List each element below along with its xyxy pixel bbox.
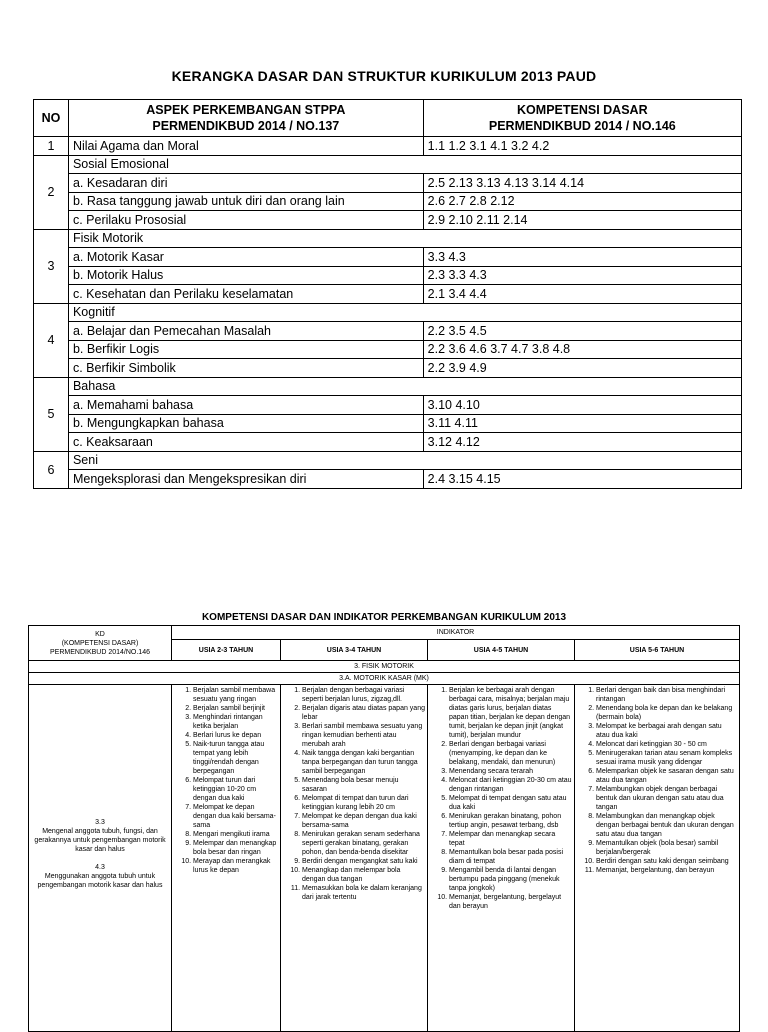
table-row xyxy=(34,451,742,470)
row-no: 5 xyxy=(34,377,69,451)
list-item: 7. Melempar dan menangkap secara tepat xyxy=(449,830,572,848)
row-aspek: a. Belajar dan Pemecahan Masalah xyxy=(68,322,423,341)
header-age-2-3: USIA 2-3 TAHUN xyxy=(172,640,281,661)
table-row xyxy=(34,470,742,489)
list-item: 7. Melambungkan objek dengan berbagai bentuk dan ukuran dengan satu atau dua tangan xyxy=(596,785,737,812)
table-header-row xyxy=(29,626,740,640)
header-kd-line2: (KOMPETENSI DASAR) xyxy=(61,639,139,647)
list-item: 7. Melompat ke depan dengan dua kaki bersama-sama xyxy=(302,812,425,830)
header-kd xyxy=(423,100,741,137)
header-aspek xyxy=(68,100,423,137)
table-header-row xyxy=(34,100,742,137)
list-item: 4. Naik tangga dengan kaki bergantian tanpa berpegangan dan turun tangga sambil berpegangan xyxy=(302,749,425,776)
list-item: 1. Berjalan dengan berbagai variasi seperti berjalan lurus, zigzag,dll. xyxy=(302,686,425,704)
section-row xyxy=(29,661,740,673)
table-row xyxy=(34,229,742,248)
list-item: 2. Menendang bola ke depan dan ke belakang (bermain bola) xyxy=(596,704,737,722)
list-item: 1. Berjalan sambil membawa sesuatu yang ringan xyxy=(193,686,278,704)
list-item: 3. Menghindari rintangan ketika berjalan xyxy=(193,713,278,731)
indicator-table xyxy=(28,625,740,1032)
table-row xyxy=(34,266,742,285)
row-kd: 2.3 3.3 4.3 xyxy=(423,266,741,285)
row-aspek: Nilai Agama dan Moral xyxy=(68,137,423,156)
row-no: 2 xyxy=(34,155,69,229)
row-kd: 1.1 1.2 3.1 4.1 3.2 4.2 xyxy=(423,137,741,156)
header-aspek-line1: ASPEK PERKEMBANGAN STPPA xyxy=(146,103,346,117)
header-age-3-4: USIA 3-4 TAHUN xyxy=(281,640,428,661)
table-row xyxy=(34,359,742,378)
list-item: 8. Menirukan gerakan senam sederhana seperti gerakan binatang, gerakan pohon, dan benda-benda disekitar xyxy=(302,830,425,857)
list-item: 11. Memasukkan bola ke dalam keranjang dari jarak tertentu xyxy=(302,884,425,902)
row-aspek: a. Memahami bahasa xyxy=(68,396,423,415)
row-aspek: b. Motorik Halus xyxy=(68,266,423,285)
indicator-col-3-4 xyxy=(281,685,428,1032)
list-item: 8. Mengari mengikuti irama xyxy=(193,830,278,839)
subsection-heading: 3.A. MOTORIK KASAR (MK) xyxy=(29,673,740,685)
indicator-col-5-6 xyxy=(575,685,740,1032)
header-kd-line1: KD xyxy=(95,630,105,638)
list-item: 1. Berjalan ke berbagai arah dengan berbagai cara, misalnya; berjalan maju diatas garis lurus, berjalan diatas papan titian, berjalan ke depan dengan tumit, berjalan ke depan jinjit (angkat tumit), berjalan mundur xyxy=(449,686,572,740)
list-item: 9. Memantulkan objek (bola besar) sambil berjalan/bergerak xyxy=(596,839,737,857)
subsection-row xyxy=(29,673,740,685)
list-item: 6. Menirukan gerakan binatang, pohon tertiup angin, pesawat terbang, dsb xyxy=(449,812,572,830)
row-group: Sosial Emosional xyxy=(68,155,741,174)
header-no: NO xyxy=(34,100,69,137)
list-item: 6. Melemparkan objek ke sasaran dengan satu atau dua tangan xyxy=(596,767,737,785)
list-item: 8. Melambungkan dan menangkap objek dengan berbagai bentuk dan ukuran dengan satu atau dua tangan xyxy=(596,812,737,839)
list-item: 3. Menendang secara terarah xyxy=(449,767,572,776)
kd-33-text: Mengenal anggota tubuh, fungsi, dan gerakannya untuk pengembangan motorik kasar dan halus xyxy=(34,827,166,853)
row-kd: 3.12 4.12 xyxy=(423,433,741,452)
indicator-col-4-5 xyxy=(428,685,575,1032)
row-no: 1 xyxy=(34,137,69,156)
row-aspek: c. Berfikir Simbolik xyxy=(68,359,423,378)
row-kd: 2.6 2.7 2.8 2.12 xyxy=(423,192,741,211)
list-item: 9. Mengambil benda di lantai dengan bertumpu pada pinggang (menekuk tanpa jongkok) xyxy=(449,866,572,893)
list-item: 10. Merayap dan merangkak lurus ke depan xyxy=(193,857,278,875)
indicator-col-2-3 xyxy=(172,685,281,1032)
row-kd: 2.2 3.9 4.9 xyxy=(423,359,741,378)
row-aspek: c. Perilaku Prososial xyxy=(68,211,423,230)
row-no: 6 xyxy=(34,451,69,488)
table-row xyxy=(34,340,742,359)
list-item: 7. Melompat ke depan dengan dua kaki bersama-sama xyxy=(193,803,278,830)
row-group: Seni xyxy=(68,451,741,470)
list-item: 11. Memanjat, bergelantung, dan berayun xyxy=(596,866,737,875)
curriculum-structure-table xyxy=(33,99,742,489)
row-kd: 2.2 3.6 4.6 3.7 4.7 3.8 4.8 xyxy=(423,340,741,359)
header-aspek-line2: PERMENDIKBUD 2014 / NO.137 xyxy=(152,119,340,133)
kd-43-text: Menggunakan anggota tubuh untuk pengembangan motorik kasar dan halus xyxy=(37,872,163,889)
table-row xyxy=(34,303,742,322)
list-item: 5. Naik-turun tangga atau tempat yang lebih tinggi/rendah dengan berpegangan xyxy=(193,740,278,776)
header-indikator: INDIKATOR xyxy=(172,626,740,640)
list-item: 4. Meloncat dari ketinggian 20-30 cm atau dengan rintangan xyxy=(449,776,572,794)
list-item: 10. Berdiri dengan satu kaki dengan seimbang xyxy=(596,857,737,866)
list-item: 3. Melompat ke berbagai arah dengan satu atau dua kaki xyxy=(596,722,737,740)
list-item: 9. Berdiri dengan mengangkat satu kaki xyxy=(302,857,425,866)
table-row xyxy=(34,396,742,415)
row-kd: 2.2 3.5 4.5 xyxy=(423,322,741,341)
row-kd: 2.5 2.13 3.13 4.13 3.14 4.14 xyxy=(423,174,741,193)
list-item: 9. Melempar dan menangkap bola besar dan ringan xyxy=(193,839,278,857)
table-row xyxy=(34,322,742,341)
row-group: Kognitif xyxy=(68,303,741,322)
table-row xyxy=(34,414,742,433)
row-aspek: c. Kesehatan dan Perilaku keselamatan xyxy=(68,285,423,304)
section-title: KOMPETENSI DASAR DAN INDIKATOR PERKEMBANGAN KURIKULUM 2013 xyxy=(201,612,567,623)
row-kd: 2.9 2.10 2.11 2.14 xyxy=(423,211,741,230)
row-kd: 3.11 4.11 xyxy=(423,414,741,433)
header-age-5-6: USIA 5-6 TAHUN xyxy=(575,640,740,661)
row-aspek: c. Keaksaraan xyxy=(68,433,423,452)
list-item: 6. Melompat turun dari ketinggian 10-20 cm dengan dua kaki xyxy=(193,776,278,803)
header-kd-line2: PERMENDIKBUD 2014 / NO.146 xyxy=(488,119,676,133)
row-aspek: a. Kesadaran diri xyxy=(68,174,423,193)
list-item: 8. Memantulkan bola besar pada posisi diam di tempat xyxy=(449,848,572,866)
row-group: Bahasa xyxy=(68,377,741,396)
row-group: Fisik Motorik xyxy=(68,229,741,248)
kd-cell xyxy=(29,685,172,1032)
table-row xyxy=(29,685,740,1032)
row-kd: 3.3 4.3 xyxy=(423,248,741,267)
row-aspek: a. Motorik Kasar xyxy=(68,248,423,267)
table-row xyxy=(34,155,742,174)
list-item: 2. Berlari dengan berbagai variasi (menyamping, ke depan dan ke belakang, mendaki, dan menurun) xyxy=(449,740,572,767)
list-item: 10. Memanjat, bergelantung, bergelayut dan berayun xyxy=(449,893,572,911)
table-row xyxy=(34,174,742,193)
header-kd-cell xyxy=(29,626,172,661)
table-row xyxy=(34,192,742,211)
kd-33-num: 3.3 xyxy=(95,818,105,826)
list-item: 2. Berjalan digaris atau diatas papan yang lebar xyxy=(302,704,425,722)
list-item: 10. Menangkap dan melempar bola dengan dua tangan xyxy=(302,866,425,884)
list-item: 4. Berlari lurus ke depan xyxy=(193,731,278,740)
row-no: 3 xyxy=(34,229,69,303)
table-row xyxy=(34,433,742,452)
list-item: 3. Berlari sambil membawa sesuatu yang ringan kemudian berhenti atau merubah arah xyxy=(302,722,425,749)
table-row xyxy=(34,285,742,304)
row-no: 4 xyxy=(34,303,69,377)
row-aspek: Mengeksplorasi dan Mengekspresikan diri xyxy=(68,470,423,489)
row-aspek: b. Rasa tanggung jawab untuk diri dan orang lain xyxy=(68,192,423,211)
kd-43-num: 4.3 xyxy=(95,863,105,871)
list-item: 2. Berjalan sambil berjinjit xyxy=(193,704,278,713)
document-title: KERANGKA DASAR DAN STRUKTUR KURIKULUM 2013 PAUD xyxy=(171,68,597,84)
list-item: 4. Meloncat dari ketinggian 30 - 50 cm xyxy=(596,740,737,749)
list-item: 5. Melompat di tempat dengan satu atau dua kaki xyxy=(449,794,572,812)
list-item: 1. Berlari dengan baik dan bisa menghindari rintangan xyxy=(596,686,737,704)
table-row xyxy=(34,137,742,156)
table-row xyxy=(34,211,742,230)
list-item: 6. Melompat di tempat dan turun dari ketinggian kurang lebih 20 cm xyxy=(302,794,425,812)
header-kd-line1: KOMPETENSI DASAR xyxy=(517,103,648,117)
section-heading: 3. FISIK MOTORIK xyxy=(29,661,740,673)
list-item: 5. Menendang bola besar menuju sasaran xyxy=(302,776,425,794)
row-kd: 2.1 3.4 4.4 xyxy=(423,285,741,304)
table-row xyxy=(34,248,742,267)
row-aspek: b. Mengungkapkan bahasa xyxy=(68,414,423,433)
list-item: 5. Menirugerakan tarian atau senam kompleks sesuai irama musik yang didengar xyxy=(596,749,737,767)
header-kd-line3: PERMENDIKBUD 2014/NO.146 xyxy=(50,648,150,656)
header-age-4-5: USIA 4-5 TAHUN xyxy=(428,640,575,661)
row-kd: 2.4 3.15 4.15 xyxy=(423,470,741,489)
row-kd: 3.10 4.10 xyxy=(423,396,741,415)
row-aspek: b. Berfikir Logis xyxy=(68,340,423,359)
table-row xyxy=(34,377,742,396)
